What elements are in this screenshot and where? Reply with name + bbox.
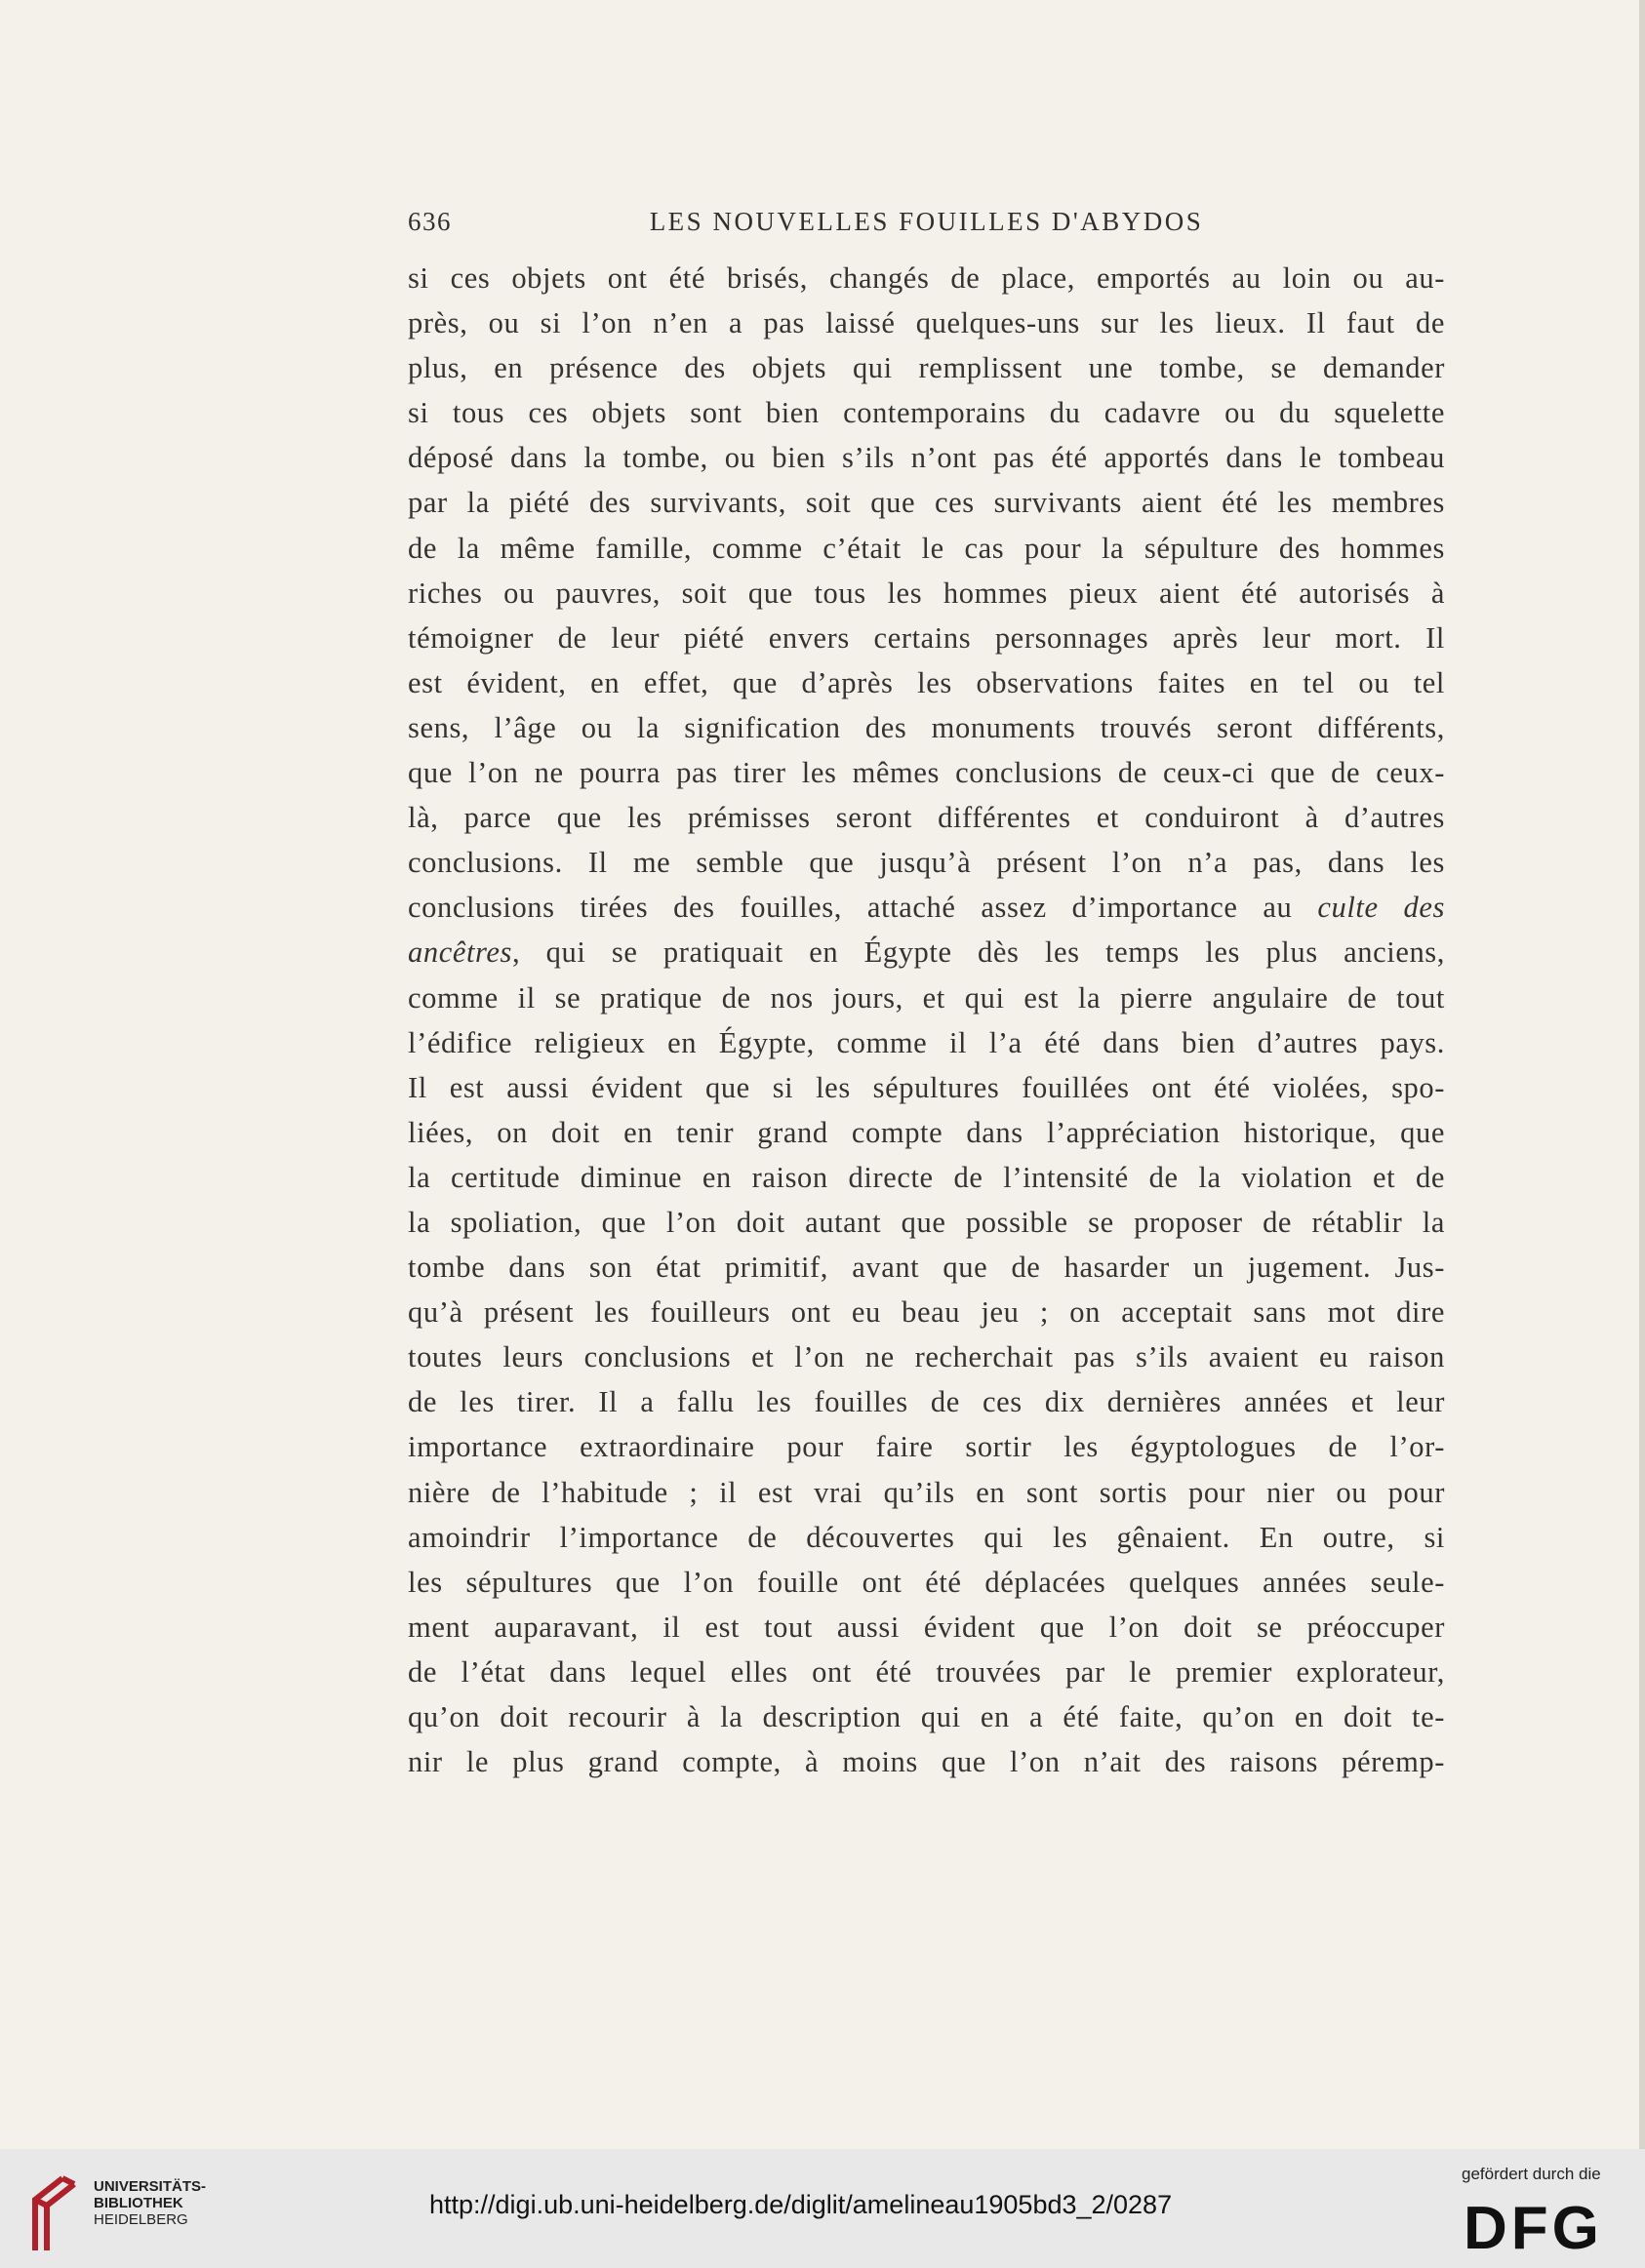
text-line: importance extraordinaire pour faire sortir les égyptologues de l’or-	[408, 1430, 1445, 1464]
dfg-logo-text: DFG	[1464, 2198, 1603, 2254]
library-name-line: HEIDELBERG	[94, 2211, 188, 2228]
text-line: l’édifice religieux en Égypte, comme il l’a été dans bien d’autres pays.	[408, 1025, 1445, 1059]
library-name	[94, 2178, 206, 2228]
text-line-with-italic	[408, 885, 1445, 930]
text-line: liées, on doit en tenir grand compte dans l’appréciation historique, que	[408, 1115, 1445, 1149]
text-line: de l’état dans lequel elles ont été trouvées par le premier explorateur,	[408, 1654, 1445, 1689]
text-line: riches ou pauvres, soit que tous les hommes pieux aient été autorisés à	[408, 576, 1445, 610]
text-line: de la même famille, comme c’était le cas pour la sépulture des hommes	[408, 531, 1445, 565]
text-line: déposé dans la tombe, ou bien s’ils n’ont pas été apportés dans le tombeau	[408, 441, 1445, 475]
text-line: comme il se pratique de nos jours, et qui est la pierre angulaire de tout	[408, 980, 1445, 1015]
text-line: près, ou si l’on n’en a pas laissé quelques-uns sur les lieux. Il faut de	[408, 306, 1445, 340]
text-line: si tous ces objets sont bien contemporains du cadavre ou du squelette	[408, 396, 1445, 430]
italic-term: culte des	[1317, 891, 1445, 925]
text-line: nir le plus grand compte, à moins que l’on n’ait des raisons péremp-	[408, 1745, 1445, 1779]
text-line: qu’on doit recourir à la description qui en a été faite, qu’on en doit te-	[408, 1700, 1445, 1733]
text-line: amoindrir l’importance de découvertes qui les gênaient. En outre, si	[408, 1520, 1445, 1554]
text-line: par la piété des survivants, soit que ces survivants aient été les membres	[408, 486, 1445, 520]
text-line: les sépultures que l’on fouille ont été déplacées quelques années seule-	[408, 1565, 1445, 1599]
text-line: tombe dans son état primitif, avant que de hasarder un jugement. Jus-	[408, 1251, 1445, 1285]
text-line: Il est aussi évident que si les sépultures fouillées ont été violées, spo-	[408, 1070, 1445, 1104]
text-line: nière de l’habitude ; il est vrai qu’ils en sont sortis pour nier ou pour	[408, 1475, 1445, 1509]
library-name-line: BIBLIOTHEK	[94, 2195, 183, 2211]
dfg-logo-icon	[1464, 2198, 1622, 2254]
text-line: de les tirer. Il a fallu les fouilles de ces dix dernières années et leur	[408, 1385, 1445, 1419]
text-line: plus, en présence des objets qui remplissent une tombe, se demander	[408, 351, 1445, 385]
library-logo-icon	[18, 2167, 86, 2254]
text-span: , qui se pratiquait en Égypte dès les temps les plus anciens,	[512, 935, 1445, 970]
text-line: témoigner de leur piété envers certains personnages après leur mort. Il	[408, 620, 1445, 655]
running-title: LES NOUVELLES FOUILLES D'ABYDOS	[649, 207, 1204, 236]
text-line: que l’on ne pourra pas tirer les mêmes conclusions de ceux-ci que de ceux-	[408, 756, 1445, 790]
text-line: ment auparavant, il est tout aussi évident que l’on doit se préoccuper	[408, 1610, 1445, 1644]
text-line: la spoliation, que l’on doit autant que possible se proposer de rétablir la	[408, 1205, 1445, 1239]
text-line: qu’à présent les fouilleurs ont eu beau jeu ; on acceptait sans mot dire	[408, 1295, 1445, 1330]
text-line: conclusions. Il me semble que jusqu’à présent l’on n’a pas, dans les	[408, 846, 1445, 880]
funded-by-label: gefördert durch die	[1462, 2165, 1601, 2183]
text-line: sens, l’âge ou la signification des monuments trouvés seront différents,	[408, 710, 1445, 744]
text-line: toutes leurs conclusions et l’on ne recherchait pas s’ils avaient eu raison	[408, 1340, 1445, 1374]
body-text	[408, 256, 1445, 1784]
library-name-line: UNIVERSITÄTS-	[94, 2178, 207, 2195]
text-line: la certitude diminue en raison directe de l’intensité de la violation et de	[408, 1160, 1445, 1194]
viewer-footer	[0, 2149, 1645, 2268]
page-header	[408, 207, 1445, 246]
text-line: est évident, en effet, que d’après les observations faites en tel ou tel	[408, 665, 1445, 699]
text-span: conclusions tirées des fouilles, attaché assez d’importance au	[408, 891, 1293, 925]
text-line-with-italic	[408, 930, 1445, 975]
text-line: là, parce que les prémisses seront différentes et conduiront à d’autres	[408, 801, 1445, 835]
italic-term: ancêtres	[408, 935, 512, 970]
text-line: si ces objets ont été brisés, changés de place, emportés au loin ou au-	[408, 261, 1445, 295]
page-number: 636	[408, 207, 452, 236]
permalink-url[interactable]: http://digi.ub.uni-heidelberg.de/diglit/amelineau1905bd3_2/0287	[429, 2190, 1173, 2219]
